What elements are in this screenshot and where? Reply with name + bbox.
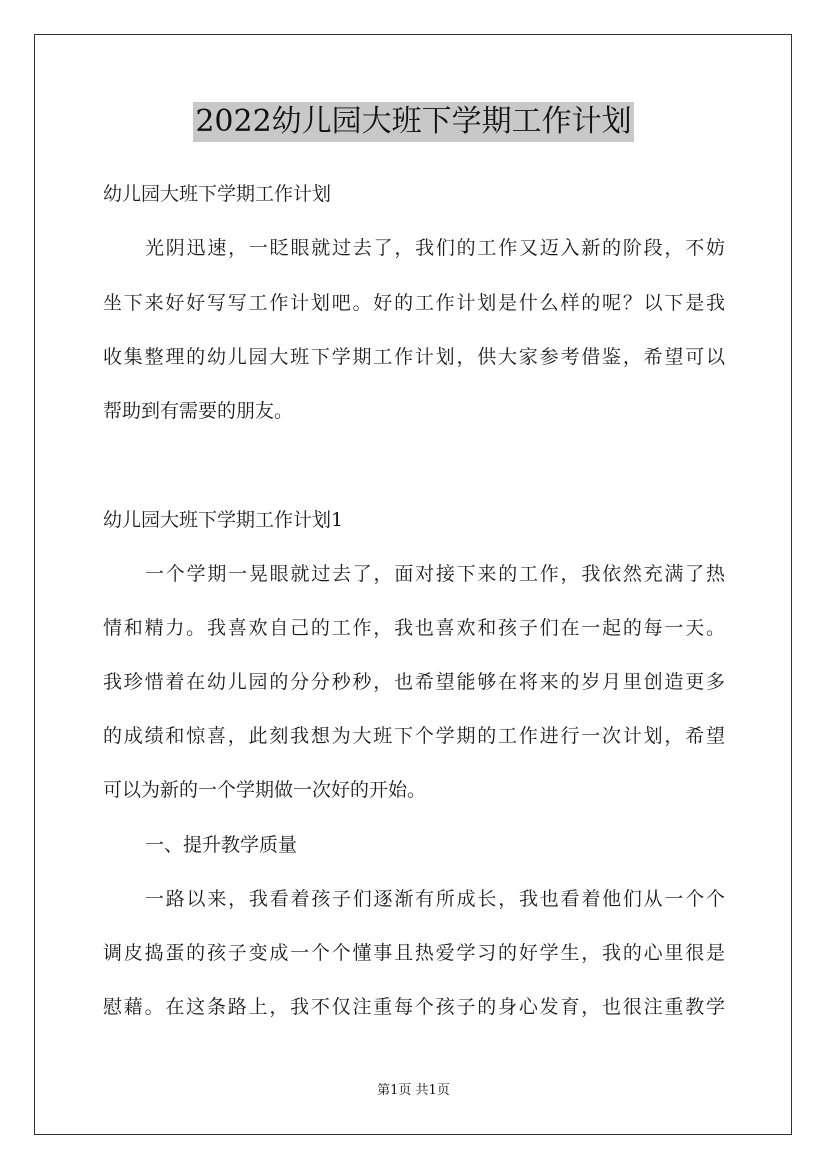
paragraph-line: 坐下来好好写写工作计划吧。好的工作计划是什么样的呢？以下是我 [103,292,725,314]
paragraph-line: 收集整理的幼儿园大班下学期工作计划，供大家参考借鉴，希望可以 [103,346,725,368]
paragraph-line: 情和精力。我喜欢自己的工作，我也喜欢和孩子们在一起的每一天。 [103,617,725,639]
title-container [0,102,827,142]
paragraph-line: 可以为新的一个学期做一次好的开始。 [103,779,427,801]
section-heading: 幼儿园大班下学期工作计划 [103,183,332,205]
page-number: 第1页 共1页 [377,1083,450,1098]
paragraph-line: 一个学期一晃眼就过去了，面对接下来的工作，我依然充满了热 [145,563,725,585]
paragraph-line: 我珍惜着在幼儿园的分分秒秒，也希望能够在将来的岁月里创造更多 [103,671,725,693]
paragraph-line: 帮助到有需要的朋友。 [103,400,294,422]
paragraph-line: 一路以来，我看着孩子们逐渐有所成长，我也看着他们从一个个 [145,888,725,910]
paragraph-line: 调皮捣蛋的孩子变成一个个懂事且热爱学习的好学生，我的心里很是 [103,942,725,964]
section-heading: 幼儿园大班下学期工作计划1 [103,509,344,531]
paragraph-line: 光阴迅速，一眨眼就过去了，我们的工作又迈入新的阶段，不妨 [145,237,725,259]
paragraph-line: 的成绩和惊喜，此刻我想为大班下个学期的工作进行一次计划，希望 [103,725,725,747]
subsection-heading: 一、提升教学质量 [145,834,298,856]
document-title: 2022幼儿园大班下学期工作计划 [193,102,633,142]
paragraph-line: 慰藉。在这条路上，我不仅注重每个孩子的身心发育，也很注重教学 [103,996,725,1018]
